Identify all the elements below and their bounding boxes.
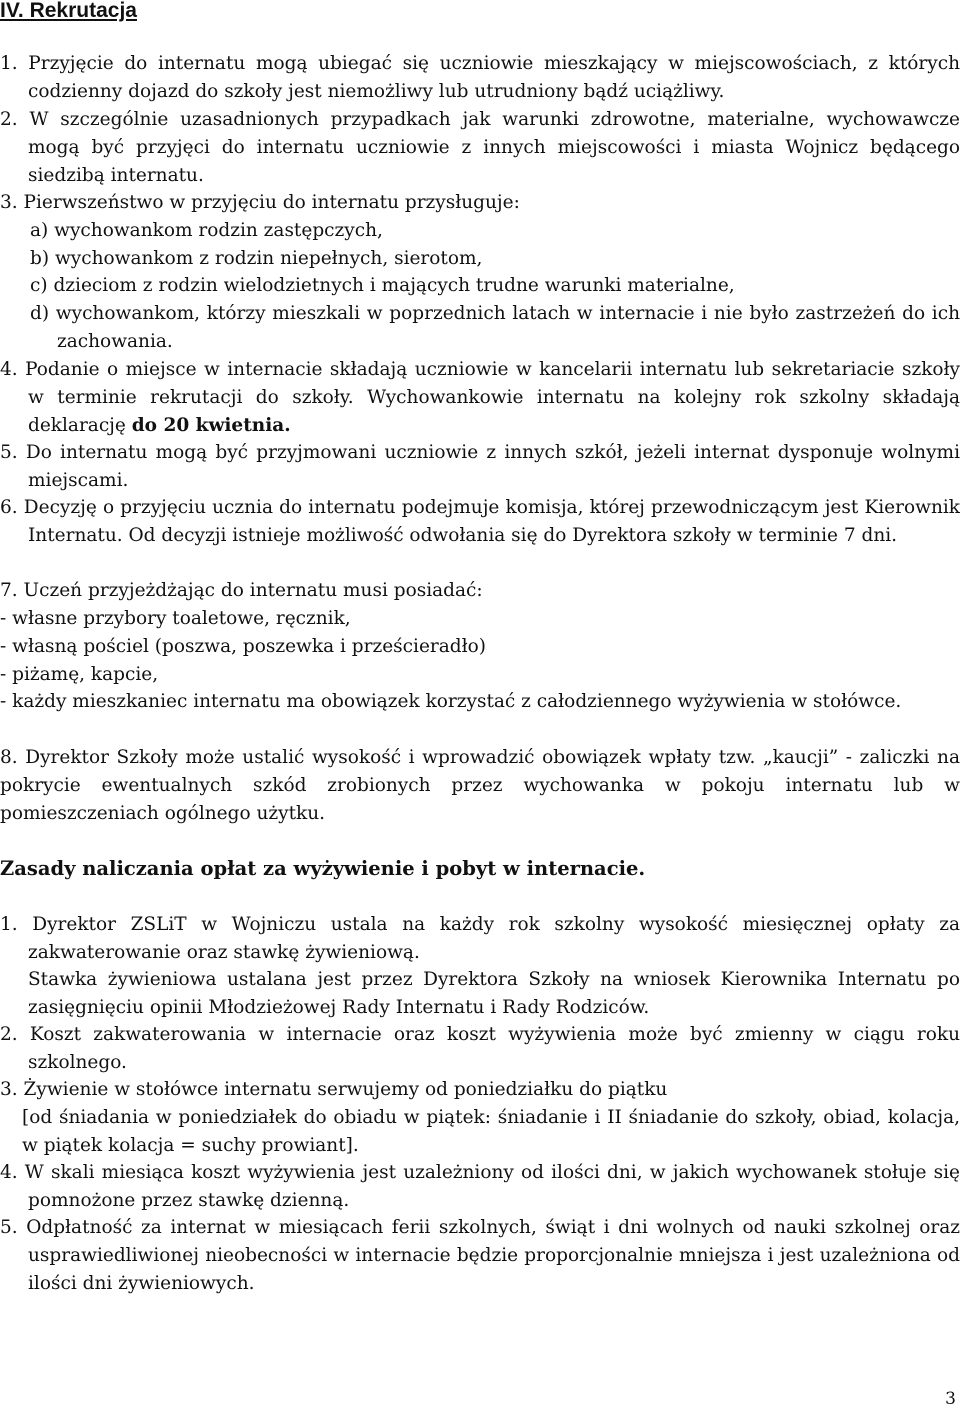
rule-3-d: d) wychowankom, którzy mieszkali w poprzednich latach w internacie i nie było zastrzeżeń do ich zachowania. (30, 303, 960, 352)
page-number: 3 (945, 1389, 956, 1409)
fee-rule-1-note: Stawka żywieniowa ustalana jest przez Dyrektora Szkoły na wniosek Kierownika Internatu po zasięgnięciu opinii Młodzieżowej Rady Internatu i Rady Rodziców. (28, 969, 960, 1018)
rule-3-intro: 3. Pierwszeństwo w przyjęciu do internatu przysługuje: (0, 192, 520, 213)
rule-3-b: b) wychowankom z rodzin niepełnych, sierotom, (30, 248, 483, 269)
fee-rule-2: 2. Koszt zakwaterowania w internacie oraz koszt wyżywienia może być zmienny w ciągu roku szkolnego. (0, 1024, 960, 1073)
fee-rule-3: 3. Żywienie w stołówce internatu serwujemy od poniedziałku do piątku (0, 1079, 668, 1100)
fee-rule-1: 1. Dyrektor ZSLiT w Wojniczu ustala na każdy rok szkolny wysokość miesięcznej opłaty za zakwaterowanie oraz stawkę żywieniową. (0, 914, 960, 963)
rule-2: 2. W szczególnie uzasadnionych przypadkach jak warunki zdrowotne, materialne, wychowawcze mogą być przyjęci do internatu uczniowie z innych miejscowości i miasta Wojnicz będącego siedzibą internatu. (0, 109, 960, 186)
section-heading: IV. Rekrutacja (0, 0, 137, 22)
rule-4-deadline: do 20 kwietnia. (131, 414, 291, 436)
rule-7-item: - każdy mieszkaniec internatu ma obowiązek korzystać z całodziennego wyżywienia w stołówce. (0, 691, 902, 712)
rule-7-item: - własne przybory toaletowe, ręcznik, (0, 608, 351, 629)
rule-3-c: c) dzieciom z rodzin wielodzietnych i mających trudne warunki materialne, (30, 275, 735, 296)
rule-7-item: - własną pościel (poszwa, poszewka i prześcieradło) (0, 636, 486, 657)
rule-8: 8. Dyrektor Szkoły może ustalić wysokość i wprowadzić obowiązek wpłaty tzw. „kaucji” - zaliczki na pokrycie ewentualnych szkód zrobionych przez wychowanka w pokoju internatu lub w pomieszczeniach ogólnego użytku. (0, 747, 960, 824)
fee-rule-3-details: [od śniadania w poniedziałek do obiadu w piątek: śniadanie i II śniadanie do szkoły, obiad, kolacja, w piątek kolacja = suchy prowiant]. (22, 1107, 960, 1156)
fee-rule-4: 4. W skali miesiąca koszt wyżywienia jest uzależniony od ilości dni, w jakich wychowanek stołuje się pomnożone przez stawkę dzienną. (0, 1162, 960, 1211)
rule-1: 1. Przyjęcie do internatu mogą ubiegać się uczniowie mieszkający w miejscowościach, z których codzienny dojazd do szkoły jest niemożliwy lub utrudniony bądź uciążliwy. (0, 53, 960, 102)
rule-7-intro: 7. Uczeń przyjeżdżając do internatu musi posiadać: (0, 580, 483, 601)
rule-7-item: - piżamę, kapcie, (0, 664, 159, 685)
fee-rule-5: 5. Odpłatność za internat w miesiącach ferii szkolnych, świąt i dni wolnych od nauki szkolnej oraz usprawiedliwionej nieobecności w internacie będzie proporcjonalnie mniejsza i jest uzależniona od ilości dni żywieniowych. (0, 1217, 960, 1294)
rule-4 (0, 356, 960, 439)
section-2-title: Zasady naliczania opłat za wyżywienie i pobyt w internacie. (0, 857, 646, 880)
rule-3-a: a) wychowankom rodzin zastępczych, (30, 220, 383, 241)
rule-5: 5. Do internatu mogą być przyjmowani uczniowie z innych szkół, jeżeli internat dysponuje wolnymi miejscami. (0, 442, 960, 491)
rule-4-text: 4. Podanie o miejsce w internacie składają uczniowie w kancelarii internatu lub sekretariacie szkoły w terminie rekrutacji do szkoły. Wychowankowie internatu na kolejny rok szkolny składają deklarację (0, 359, 960, 436)
rule-6: 6. Decyzję o przyjęciu ucznia do internatu podejmuje komisja, której przewodniczącym jest Kierownik Internatu. Od decyzji istnieje możliwość odwołania się do Dyrektora szkoły w terminie 7 dni. (0, 497, 960, 546)
